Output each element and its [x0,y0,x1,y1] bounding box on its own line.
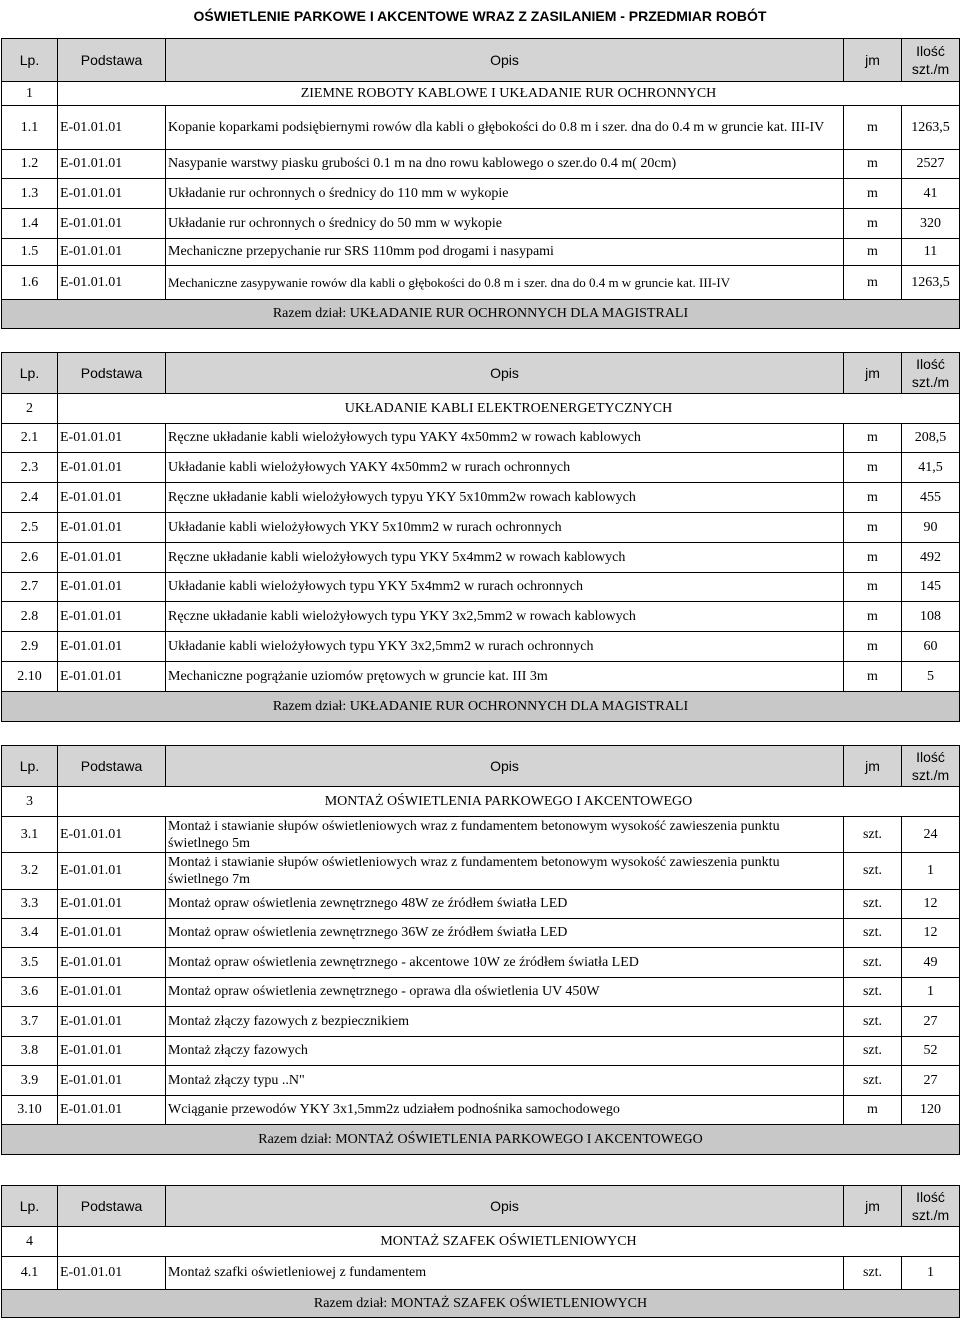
header-unit-label: szt./m [911,61,950,77]
row-opis: Wciąganie przewodów YKY 3x1,5mm2z udziałem podnośnika samochodowego [166,1096,844,1125]
row-opis: Układanie kabli wielożyłowych typu YKY 5x4mm2 w rurach ochronnych [166,573,844,602]
table-header [2,39,960,82]
header-podstawa: Podstawa [58,353,166,394]
row-podstawa: E-01.01.01 [58,1096,166,1125]
table-row [2,453,960,483]
row-ilosc: 1 [902,1257,960,1290]
row-ilosc: 12 [902,919,960,948]
header-ilosc [902,746,960,787]
row-ilosc: 145 [902,573,960,602]
row-opis: Montaż złączy fazowych z bezpiecznikiem [166,1007,844,1037]
row-podstawa: E-01.01.01 [58,266,166,300]
row-podstawa: E-01.01.01 [58,106,166,150]
row-jm: m [844,483,902,513]
summary-label: Razem dział: UKŁADANIE RUR OCHRONNYCH DLA MAGISTRALI [2,692,960,722]
row-opis: Montaż złączy fazowych [166,1037,844,1066]
row-podstawa: E-01.01.01 [58,632,166,662]
row-lp: 2.9 [2,632,58,662]
row-jm: szt. [844,1007,902,1037]
row-podstawa: E-01.01.01 [58,513,166,543]
row-jm: szt. [844,817,902,853]
row-ilosc: 11 [902,239,960,266]
row-opis: Mechaniczne przepychanie rur SRS 110mm pod drogami i nasypami [166,239,844,266]
row-lp: 3.1 [2,817,58,853]
header-unit-label: szt./m [911,1207,950,1223]
table-row [2,948,960,978]
row-jm: m [844,150,902,179]
row-jm: m [844,543,902,573]
row-podstawa: E-01.01.01 [58,890,166,919]
row-lp: 1.4 [2,209,58,239]
row-ilosc: 90 [902,513,960,543]
document-title: OŚWIETLENIE PARKOWE I AKCENTOWE WRAZ Z ZASILANIEM - PRZEDMIAR ROBÓT [193,8,767,24]
table-row [2,424,960,453]
row-lp: 3.6 [2,978,58,1007]
header-opis: Opis [166,39,844,82]
row-lp: 2.1 [2,424,58,453]
row-ilosc: 1263,5 [902,106,960,150]
header-podstawa: Podstawa [58,1186,166,1227]
row-jm: szt. [844,978,902,1007]
row-lp: 4.1 [2,1257,58,1290]
header-opis: Opis [166,746,844,787]
header-lp: Lp. [2,1186,58,1227]
row-podstawa: E-01.01.01 [58,209,166,239]
row-opis: Montaż i stawianie słupów oświetleniowych wraz z fundamentem betonowym wysokość zawieszenia punktu świetlnego 7m [166,853,844,890]
section-summary [2,300,960,329]
row-opis: Układanie rur ochronnych o średnicy do 50 mm w wykopie [166,209,844,239]
row-ilosc: 208,5 [902,424,960,453]
row-lp: 1.3 [2,179,58,209]
section-title: ZIEMNE ROBOTY KABLOWE I UKŁADANIE RUR OCHRONNYCH [58,82,960,106]
row-lp: 2.8 [2,602,58,632]
row-lp: 2.10 [2,662,58,692]
table-row [2,632,960,662]
row-jm: m [844,1096,902,1125]
row-opis: Układanie kabli wielożyłowych typu YKY 3x2,5mm2 w rurach ochronnych [166,632,844,662]
row-jm: m [844,266,902,300]
row-ilosc: 1 [902,853,960,890]
row-opis: Układanie kabli wielożyłowych YKY 5x10mm2 w rurach ochronnych [166,513,844,543]
section-number: 1 [2,82,58,106]
row-ilosc: 24 [902,817,960,853]
row-ilosc: 49 [902,948,960,978]
header-unit-label: szt./m [911,767,950,783]
header-jm: jm [844,1186,902,1227]
row-lp: 3.9 [2,1066,58,1096]
row-podstawa: E-01.01.01 [58,919,166,948]
row-podstawa: E-01.01.01 [58,239,166,266]
header-lp: Lp. [2,746,58,787]
row-lp: 1.2 [2,150,58,179]
row-opis: Montaż złączy typu ..N" [166,1066,844,1096]
table-row [2,483,960,513]
row-podstawa: E-01.01.01 [58,978,166,1007]
header-opis: Opis [166,353,844,394]
table-row [2,239,960,266]
row-opis: Montaż opraw oświetlenia zewnętrznego 48W ze źródłem światła LED [166,890,844,919]
table-row [2,150,960,179]
table-row [2,513,960,543]
row-lp: 2.5 [2,513,58,543]
row-opis: Montaż i stawianie słupów oświetleniowych wraz z fundamentem betonowym wysokość zawieszenia punktu świetlnego 5m [166,817,844,853]
row-jm: m [844,179,902,209]
section-1-table [1,38,960,329]
row-podstawa: E-01.01.01 [58,453,166,483]
table-row [2,817,960,853]
table-row [2,1007,960,1037]
row-podstawa: E-01.01.01 [58,1257,166,1290]
header-podstawa: Podstawa [58,39,166,82]
header-ilosc-label: Ilość [916,356,945,372]
row-ilosc: 455 [902,483,960,513]
row-lp: 3.4 [2,919,58,948]
row-podstawa: E-01.01.01 [58,1066,166,1096]
table-row [2,919,960,948]
header-jm: jm [844,39,902,82]
row-ilosc: 492 [902,543,960,573]
table-row [2,543,960,573]
row-lp: 2.4 [2,483,58,513]
table-row [2,890,960,919]
row-podstawa: E-01.01.01 [58,1007,166,1037]
row-jm: szt. [844,1037,902,1066]
section-summary [2,1125,960,1155]
row-lp: 3.5 [2,948,58,978]
row-ilosc: 60 [902,632,960,662]
row-jm: szt. [844,919,902,948]
row-lp: 3.2 [2,853,58,890]
section-summary [2,692,960,722]
table-row [2,573,960,602]
row-lp: 2.7 [2,573,58,602]
row-jm: szt. [844,890,902,919]
header-ilosc [902,39,960,82]
table-row [2,1066,960,1096]
row-lp: 2.6 [2,543,58,573]
row-podstawa: E-01.01.01 [58,483,166,513]
header-ilosc-label: Ilość [916,43,945,59]
table-row [2,209,960,239]
row-lp: 1.5 [2,239,58,266]
section-heading [2,82,960,106]
header-ilosc [902,353,960,394]
section-heading [2,1227,960,1257]
section-number: 3 [2,787,58,817]
row-podstawa: E-01.01.01 [58,817,166,853]
row-opis: Kopanie koparkami podsiębiernymi rowów dla kabli o głębokości do 0.8 m i szer. dna do 0.4 m w gruncie kat. III-IV [166,106,844,150]
row-ilosc: 120 [902,1096,960,1125]
section-4-table [1,1185,960,1318]
row-ilosc: 108 [902,602,960,632]
row-opis: Nasypanie warstwy piasku grubości 0.1 m na dno rowu kablowego o szer.do 0.4 m( 20cm) [166,150,844,179]
row-opis: Układanie rur ochronnych o średnicy do 110 mm w wykopie [166,179,844,209]
section-2-table [1,352,960,722]
row-ilosc: 41,5 [902,453,960,483]
row-podstawa: E-01.01.01 [58,573,166,602]
table-row [2,853,960,890]
row-opis: Mechaniczne zasypywanie rowów dla kabli o głębokości do 0.8 m i szer. dna do 0.4 m w gruncie kat. III-IV [166,266,844,300]
header-ilosc-label: Ilość [916,749,945,765]
row-ilosc: 27 [902,1066,960,1096]
row-lp: 3.8 [2,1037,58,1066]
row-opis: Ręczne układanie kabli wielożyłowych typu YKY 3x2,5mm2 w rowach kablowych [166,602,844,632]
table-row [2,602,960,632]
header-jm: jm [844,353,902,394]
row-opis: Montaż opraw oświetlenia zewnętrznego - oprawa dla oświetlenia UV 450W [166,978,844,1007]
row-podstawa: E-01.01.01 [58,543,166,573]
section-number: 4 [2,1227,58,1257]
row-opis: Ręczne układanie kabli wielożyłowych typu YAKY 4x50mm2 w rowach kablowych [166,424,844,453]
table-header [2,1186,960,1227]
header-unit-label: szt./m [911,374,950,390]
row-opis: Montaż opraw oświetlenia zewnętrznego - akcentowe 10W ze źródłem światła LED [166,948,844,978]
row-ilosc: 1 [902,978,960,1007]
row-ilosc: 320 [902,209,960,239]
row-ilosc: 1263,5 [902,266,960,300]
row-ilosc: 12 [902,890,960,919]
row-opis: Montaż szafki oświetleniowej z fundamentem [166,1257,844,1290]
section-title: MONTAŻ SZAFEK OŚWIETLENIOWYCH [58,1227,960,1257]
row-lp: 3.7 [2,1007,58,1037]
header-opis: Opis [166,1186,844,1227]
section-title: MONTAŻ OŚWIETLENIA PARKOWEGO I AKCENTOWEGO [58,787,960,817]
row-lp: 2.3 [2,453,58,483]
row-jm: m [844,209,902,239]
row-lp: 1.1 [2,106,58,150]
row-podstawa: E-01.01.01 [58,1037,166,1066]
section-number: 2 [2,394,58,424]
row-jm: szt. [844,1257,902,1290]
header-ilosc [902,1186,960,1227]
row-jm: m [844,602,902,632]
row-jm: m [844,662,902,692]
summary-label: Razem dział: MONTAŻ SZAFEK OŚWIETLENIOWYCH [2,1290,960,1318]
table-row [2,1037,960,1066]
table-row [2,1257,960,1290]
row-ilosc: 5 [902,662,960,692]
row-opis: Układanie kabli wielożyłowych YAKY 4x50mm2 w rurach ochronnych [166,453,844,483]
row-opis: Mechaniczne pogrążanie uziomów prętowych w gruncie kat. III 3m [166,662,844,692]
row-podstawa: E-01.01.01 [58,853,166,890]
table-row [2,662,960,692]
section-title: UKŁADANIE KABLI ELEKTROENERGETYCZNYCH [58,394,960,424]
section-heading [2,394,960,424]
row-ilosc: 52 [902,1037,960,1066]
summary-label: Razem dział: MONTAŻ OŚWIETLENIA PARKOWEGO I AKCENTOWEGO [2,1125,960,1155]
header-jm: jm [844,746,902,787]
table-row [2,179,960,209]
row-lp: 1.6 [2,266,58,300]
row-ilosc: 41 [902,179,960,209]
row-podstawa: E-01.01.01 [58,602,166,632]
row-ilosc: 2527 [902,150,960,179]
row-jm: szt. [844,853,902,890]
row-podstawa: E-01.01.01 [58,179,166,209]
row-ilosc: 27 [902,1007,960,1037]
table-header [2,746,960,787]
row-jm: szt. [844,1066,902,1096]
table-header [2,353,960,394]
row-jm: m [844,573,902,602]
row-jm: m [844,239,902,266]
row-opis: Ręczne układanie kabli wielożyłowych typyu YKY 5x10mm2w rowach kablowych [166,483,844,513]
table-row [2,978,960,1007]
row-podstawa: E-01.01.01 [58,150,166,179]
row-opis: Montaż opraw oświetlenia zewnętrznego 36W ze źródłem światła LED [166,919,844,948]
table-row [2,106,960,129]
row-jm: m [844,106,902,150]
row-podstawa: E-01.01.01 [58,424,166,453]
row-jm: m [844,424,902,453]
row-podstawa: E-01.01.01 [58,948,166,978]
summary-label: Razem dział: UKŁADANIE RUR OCHRONNYCH DLA MAGISTRALI [2,300,960,329]
header-ilosc-label: Ilość [916,1189,945,1205]
header-lp: Lp. [2,353,58,394]
section-3-table [1,745,960,1155]
section-summary [2,1290,960,1318]
row-lp: 3.10 [2,1096,58,1125]
row-jm: m [844,632,902,662]
row-jm: m [844,453,902,483]
table-row [2,266,960,300]
section-heading [2,787,960,817]
row-lp: 3.3 [2,890,58,919]
row-podstawa: E-01.01.01 [58,662,166,692]
header-lp: Lp. [2,39,58,82]
row-opis: Ręczne układanie kabli wielożyłowych typu YKY 5x4mm2 w rowach kablowych [166,543,844,573]
header-podstawa: Podstawa [58,746,166,787]
row-jm: szt. [844,948,902,978]
table-row [2,1096,960,1125]
row-jm: m [844,513,902,543]
